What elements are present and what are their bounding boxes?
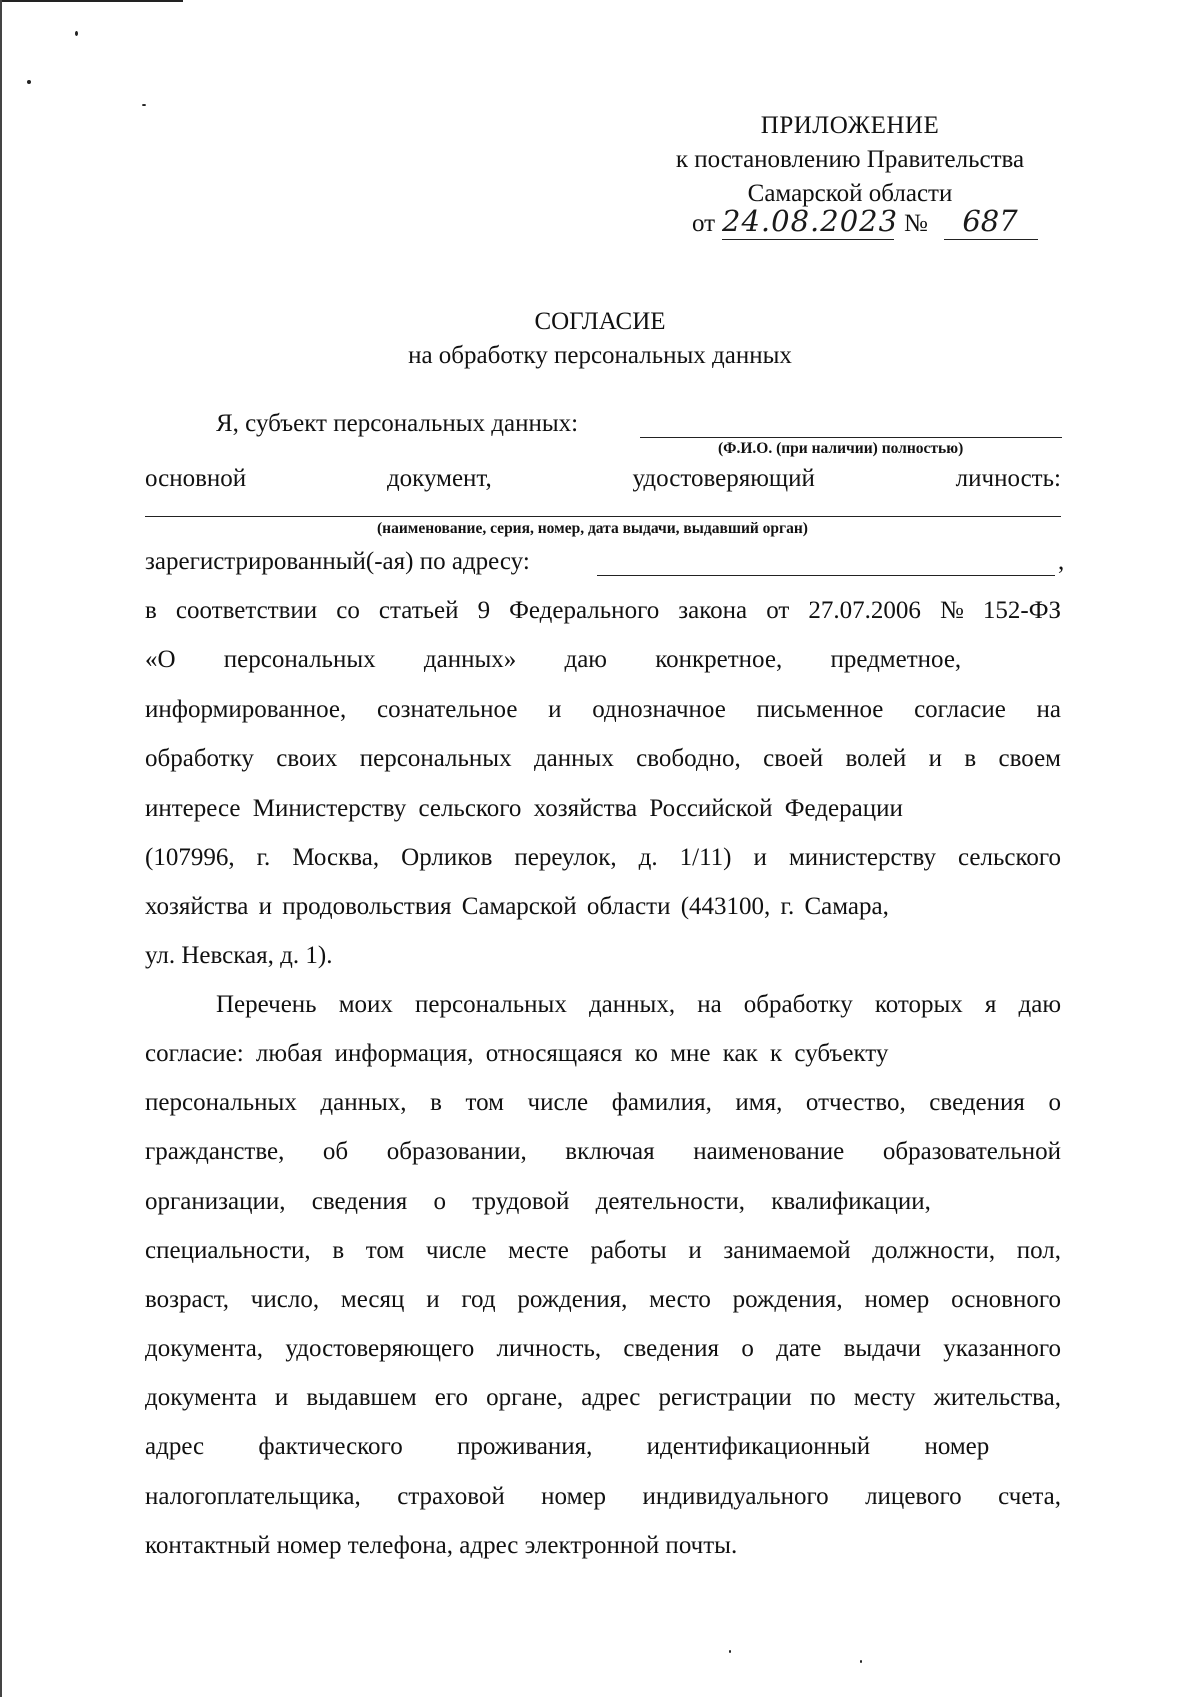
doc-word: документ,	[386, 465, 492, 492]
scan-speck	[860, 1660, 862, 1663]
p2-line: документа, удостоверяющего личность, сведения о дате выдачи указанного	[145, 1335, 1061, 1362]
document-caption: (наименование, серия, номер, дата выдачи, выдавший орган)	[377, 520, 808, 537]
scan-edge-top	[0, 0, 183, 2]
document-line	[145, 465, 1061, 493]
document-subtitle: на обработку персональных данных	[408, 342, 792, 369]
subject-label: Я, субъект персональных данных:	[216, 410, 579, 437]
p2-line: организации, сведения о трудовой деятельности, квалификации,	[145, 1188, 931, 1215]
address-blank	[597, 575, 1055, 576]
p2-line: специальности, в том числе месте работы и занимаемой должности, пол,	[145, 1237, 1061, 1264]
scan-edge-left	[0, 0, 2, 1697]
scan-speck	[75, 31, 78, 36]
address-comma: ,	[1058, 548, 1065, 575]
p2-line: гражданстве, об образовании, включая наименование образовательной	[145, 1138, 1061, 1165]
p1-line: информированное, сознательное и однозначное письменное согласие на	[145, 696, 1061, 723]
p1-line: интересе Министерству сельского хозяйства Российской Федерации	[145, 795, 903, 822]
address-label: зарегистрированный(-ая) по адресу:	[145, 548, 530, 575]
p2-line: Перечень моих персональных данных, на обработку которых я даю	[216, 991, 1061, 1018]
doc-word: удостоверяющий	[632, 465, 815, 492]
scan-speck	[27, 80, 31, 84]
document-title: СОГЛАСИЕ	[534, 308, 666, 335]
p2-line: согласие: любая информация, относящаяся ко мне как к субъекту	[145, 1040, 889, 1067]
p2-line: контактный номер телефона, адрес электронной почты.	[145, 1532, 738, 1559]
p2-line: адрес фактического проживания, идентификационный номер	[145, 1433, 990, 1460]
date-underline	[722, 239, 894, 240]
handwritten-date: 24.08.2023	[722, 204, 899, 238]
doc-word: основной	[145, 465, 247, 492]
date-prefix: от	[692, 210, 716, 237]
annex-title: ПРИЛОЖЕНИЕ	[760, 112, 940, 139]
document-blank	[145, 516, 1061, 517]
doc-word: личность:	[955, 465, 1061, 492]
fio-blank	[640, 437, 1062, 438]
p2-line: документа и выдавшем его органе, адрес регистрации по месту жительства,	[145, 1384, 1061, 1411]
annex-region-line: Самарской области	[747, 180, 953, 207]
scan-speck	[729, 1650, 731, 1653]
p1-line: (107996, г. Москва, Орликов переулок, д. 1/11) и министерству сельского	[145, 844, 1061, 871]
p2-line: налогоплательщика, страховой номер индивидуального лицевого счета,	[145, 1483, 1061, 1510]
p1-line: «О персональных данных» даю конкретное, предметное,	[145, 646, 962, 673]
p1-line: ул. Невская, д. 1).	[145, 942, 333, 969]
handwritten-number: 687	[962, 204, 1018, 238]
p2-line: возраст, число, месяц и год рождения, место рождения, номер основного	[145, 1286, 1061, 1313]
number-prefix: №	[904, 210, 928, 237]
p2-line: персональных данных, в том числе фамилия, имя, отчество, сведения о	[145, 1089, 1061, 1116]
fio-caption: (Ф.И.О. (при наличии) полностью)	[718, 440, 964, 457]
p1-line: обработку своих персональных данных свободно, своей волей и в своем	[145, 745, 1061, 772]
number-underline	[944, 239, 1038, 240]
scan-speck	[142, 104, 146, 106]
annex-resolution-line: к постановлению Правительства	[675, 146, 1025, 173]
p1-line: в соответствии со статьей 9 Федерального закона от 27.07.2006 № 152-ФЗ	[145, 597, 1061, 624]
p1-line: хозяйства и продовольствия Самарской области (443100, г. Самара,	[145, 893, 889, 920]
